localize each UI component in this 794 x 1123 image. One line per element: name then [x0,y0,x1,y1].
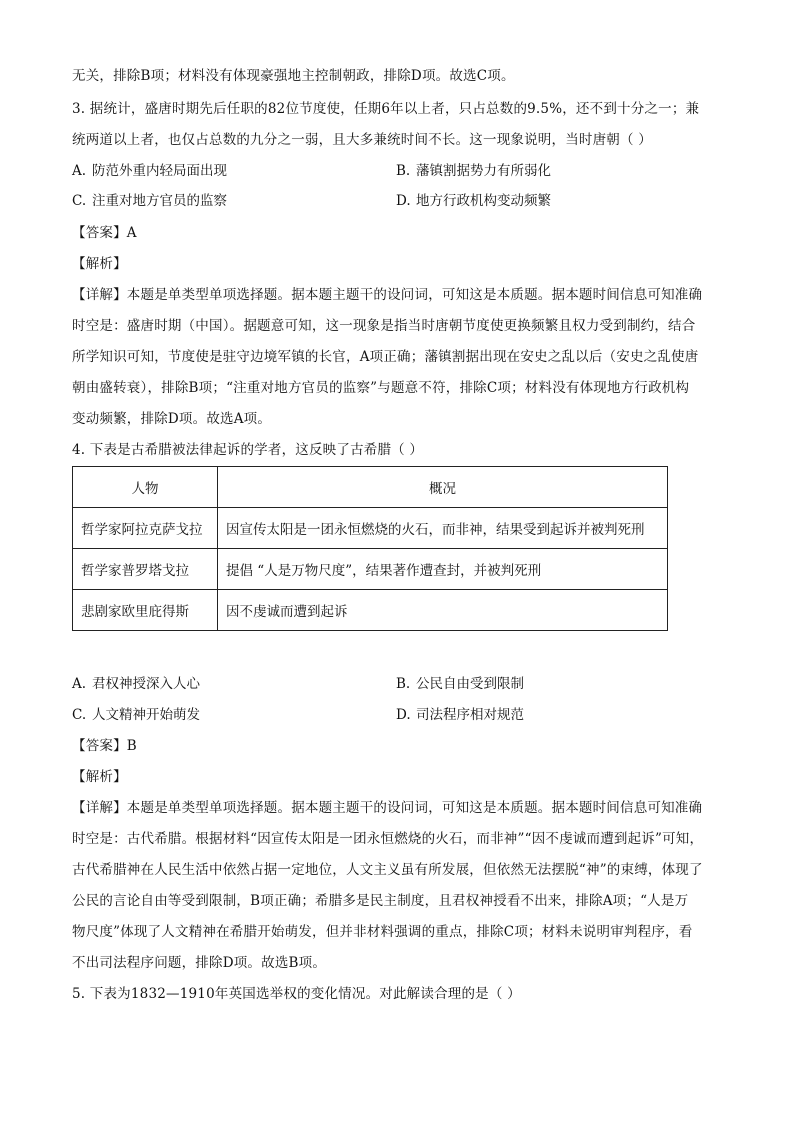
q4-detail-line: 不出司法程序问题，排除D项。故选B项。 [72,955,327,971]
q4-detail-line: 物尺度”体现了人文精神在希腊开始萌发，但并非材料强调的重点，排除C项；材料未说明审判程序，看 [72,924,693,940]
question-4-stem: 4. 下表是古希腊被法律起诉的学者，这反映了古希腊（ ） [72,442,424,458]
table-row [73,508,668,549]
table-header-row [73,467,668,508]
q3-detail-line: 时空是：盛唐时期（中国）。据题意可知，这一现象是指当时唐朝节度使更换频繁且权力受到制约，结合 [72,318,696,334]
table-header-person: 人物 [73,467,218,508]
q4-detail-line: 【详解】本题是单类型单项选择题。据本题主题干的设问词，可知这是本质题。据本题时间信息可知准确 [72,800,703,816]
table-cell: 哲学家阿拉克萨戈拉 [73,508,218,549]
question-5-stem: 5. 下表为1832—1910年英国选举权的变化情况。对此解读合理的是（ ） [72,986,521,1002]
q4-detail-line: 古代希腊神在人民生活中依然占据一定地位，人文主义虽有所发展，但依然无法摆脱“神”的束缚，体现了 [72,862,703,878]
question-3-stem-cont: 统两道以上者，也仅占总数的九分之一弱，且大多兼统时间不长。这一现象说明，当时唐朝（ ） [72,132,652,148]
q3-detail-line: 变动频繁，排除D项。故选A项。 [72,411,272,427]
table-cell: 哲学家普罗塔戈拉 [73,549,218,590]
text-line: 无关，排除B项；材料没有体现豪强地主控制朝政，排除D项。故选C项。 [72,68,515,84]
q3-analysis-heading: 【解析】 [72,256,127,272]
table-cell: 悲剧家欧里庇得斯 [73,590,218,631]
q4-detail-line: 公民的言论自由等受到限制，B项正确；希腊多是民主制度，且君权神授看不出来，排除A项；“人是万 [72,893,689,909]
q4-analysis-heading: 【解析】 [72,769,127,785]
q3-option-b: B. 藩镇割据势力有所弱化 [396,163,551,179]
table-row [73,590,668,631]
table-cell: 提倡 “人是万物尺度”，结果著作遭查封，并被判死刑 [218,549,668,590]
q3-option-c: C. 注重对地方官员的监察 [72,193,227,209]
table-header-summary: 概况 [218,467,668,508]
table-cell: 因宣传太阳是一团永恒燃烧的火石，而非神，结果受到起诉并被判死刑 [218,508,668,549]
table-row [73,549,668,590]
q4-scholars-table [72,466,668,631]
q3-detail-line: 所学知识可知，节度使是驻守边境军镇的长官，A项正确；藩镇割据出现在安史之乱以后（安史之乱使唐 [72,349,699,365]
q4-answer: 【答案】B [72,738,137,754]
q4-option-b: B. 公民自由受到限制 [396,676,524,692]
q4-detail-line: 时空是：古代希腊。根据材料“因宣传太阳是一团永恒燃烧的火石，而非神”“因不虔诚而遭到起诉”可知， [72,831,704,847]
q3-answer: 【答案】A [72,225,137,241]
q3-detail-line: 【详解】本题是单类型单项选择题。据本题主题干的设问词，可知这是本质题。据本题时间信息可知准确 [72,287,703,303]
q3-option-d: D. 地方行政机构变动频繁 [396,193,551,209]
q3-option-a: A. 防范外重内轻局面出现 [72,163,227,179]
table-cell: 因不虔诚而遭到起诉 [218,590,668,631]
question-3-stem: 3. 据统计，盛唐时期先后任职的82位节度使，任期6年以上者，只占总数的9.5%，还不到十分之一；兼 [72,101,700,117]
q4-option-a: A. 君权神授深入人心 [72,676,200,692]
q4-option-d: D. 司法程序相对规范 [396,707,524,723]
q3-detail-line: 朝由盛转衰），排除B项；“注重对地方官员的监察”与题意不符，排除C项；材料没有体现地方行政机构 [72,380,690,396]
q4-option-c: C. 人文精神开始萌发 [72,707,200,723]
